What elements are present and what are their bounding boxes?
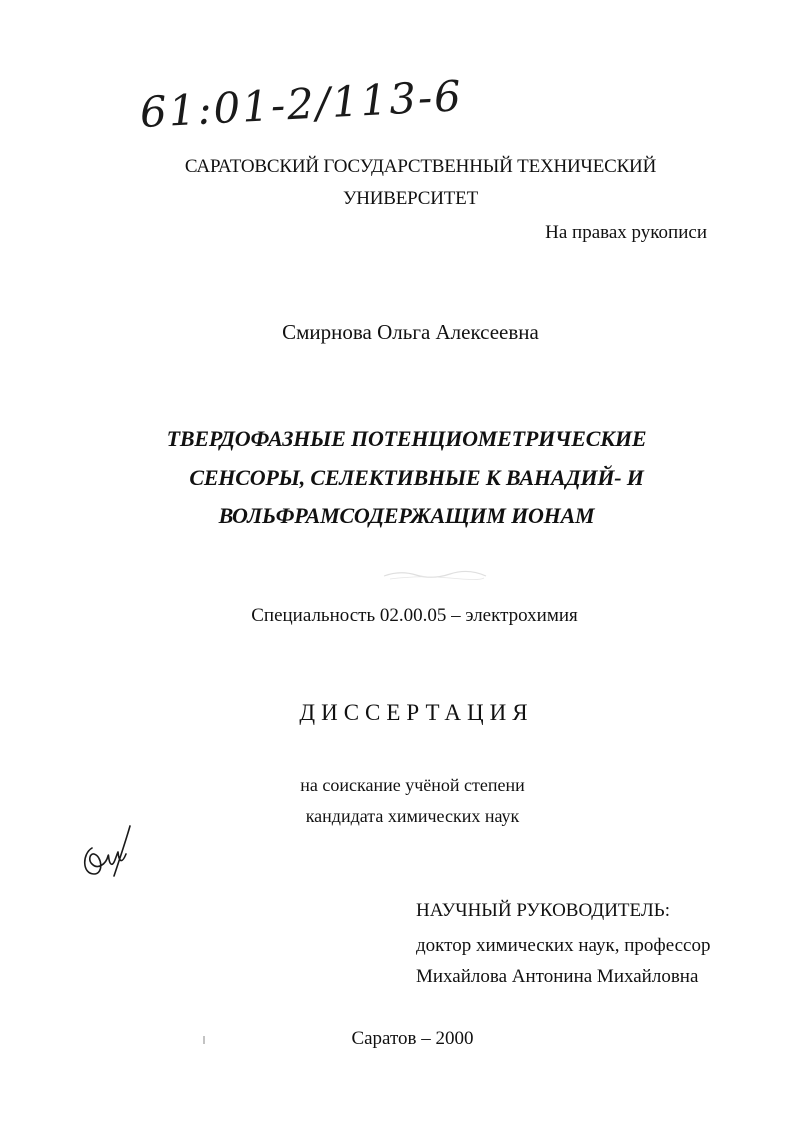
- author-name: Смирнова Ольга Алексеевна: [282, 320, 539, 344]
- degree-line1: на соискание учёной степени: [300, 775, 525, 795]
- thesis-title-line3: ВОЛЬФРАМСОДЕРЖАЩИМ ИОНАМ: [218, 503, 595, 528]
- document-type-heading: ДИССЕРТАЦИЯ: [299, 700, 534, 725]
- supervisor-label: НАУЧНЫЙ РУКОВОДИТЕЛЬ:: [416, 900, 670, 921]
- faint-library-stamp: [380, 566, 490, 582]
- thesis-title-line2: СЕНСОРЫ, СЕЛЕКТИВНЫЕ К ВАНАДИЙ- И: [189, 465, 644, 490]
- university-name-line1: САРАТОВСКИЙ ГОСУДАРСТВЕННЫЙ ТЕХНИЧЕСКИЙ: [184, 156, 657, 177]
- supervisor-name: Михайлова Антонина Михайловна: [416, 966, 699, 987]
- manuscript-rights-note: На правах рукописи: [545, 222, 707, 243]
- handwritten-registry-number: 61:01-2/113-6: [138, 71, 465, 137]
- city-year: Саратов – 2000: [351, 1028, 474, 1049]
- handwritten-signature-icon: [78, 818, 148, 888]
- university-name-line2: УНИВЕРСИТЕТ: [343, 188, 478, 209]
- specialty: Специальность 02.00.05 – электрохимия: [251, 605, 578, 626]
- thesis-title-line1: ТВЕРДОФАЗНЫЕ ПОТЕНЦИОМЕТРИЧЕСКИЕ: [166, 426, 647, 451]
- supervisor-credentials: доктор химических наук, профессор: [416, 935, 711, 956]
- degree-line2: кандидата химических наук: [305, 806, 520, 826]
